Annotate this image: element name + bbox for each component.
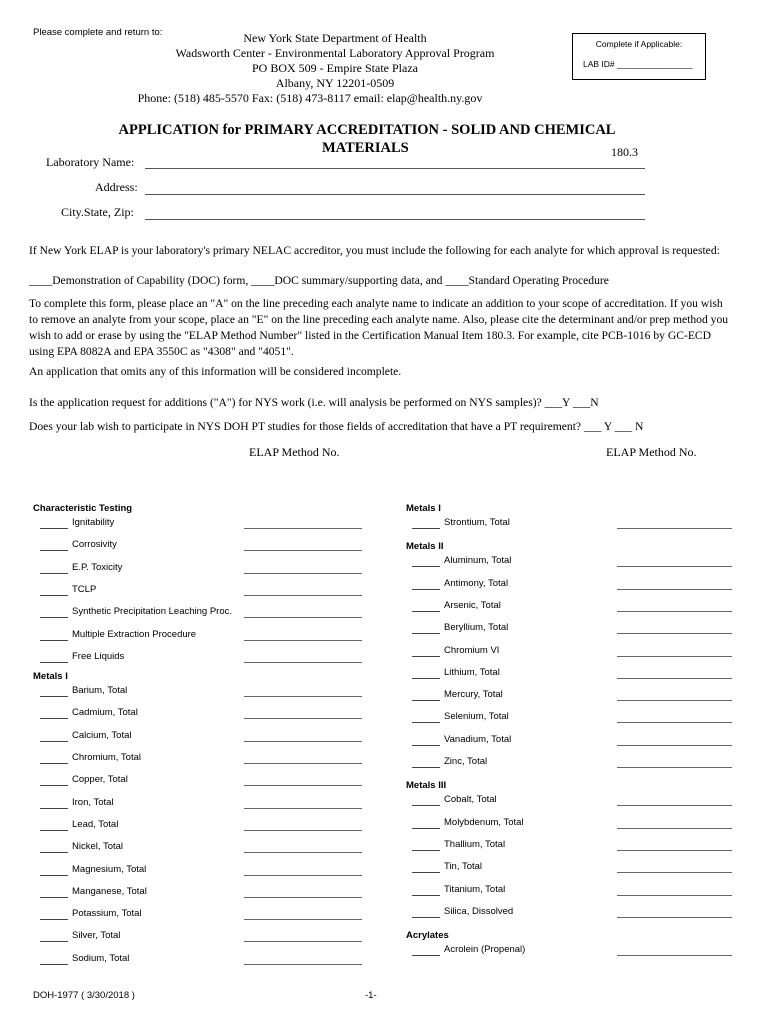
analyte-row: [40, 930, 120, 942]
analyte-label: Vanadium, Total: [444, 733, 512, 745]
analyte-row: [40, 797, 114, 809]
analyte-mark-field[interactable]: [40, 752, 68, 764]
method-number-field[interactable]: [244, 718, 362, 719]
address-input[interactable]: [145, 194, 645, 195]
method-number-field[interactable]: [244, 696, 362, 697]
instructions-p1: If New York ELAP is your laboratory's primary NELAC accreditor, you must include the following for each analyte for which approval is requested:: [29, 244, 720, 257]
method-number-field[interactable]: [617, 895, 732, 896]
lab-id-box: [572, 33, 706, 80]
form-id: DOH-1977 ( 3/30/2018 ): [33, 990, 135, 1001]
analyte-label: Zinc, Total: [444, 756, 488, 767]
analyte-mark-field[interactable]: [40, 819, 68, 831]
method-number-field[interactable]: [244, 741, 362, 742]
section-heading: Metals I: [406, 503, 441, 514]
analyte-label: Free Liquids: [72, 650, 125, 662]
analyte-label: Sodium, Total: [72, 952, 130, 964]
analyte-row: [412, 517, 510, 529]
address-label: Address:: [95, 180, 138, 194]
analyte-label: Titanium, Total: [444, 883, 506, 895]
method-number-field[interactable]: [244, 964, 362, 965]
analyte-row: [40, 629, 196, 641]
analyte-label: Corrosivity: [72, 539, 117, 551]
method-number-field[interactable]: [617, 633, 732, 634]
analyte-mark-field[interactable]: [40, 584, 68, 596]
page-title-line2: MATERIALS: [322, 140, 409, 156]
analyte-row: [412, 839, 505, 851]
analyte-row: [412, 578, 508, 590]
analyte-label: Multiple Extraction Procedure: [72, 628, 197, 640]
analyte-row: [40, 953, 129, 965]
analyte-label: Synthetic Precipitation Leaching Proc.: [72, 606, 233, 618]
analyte-row: [40, 841, 123, 853]
analyte-row: [40, 539, 117, 551]
method-number-field[interactable]: [244, 595, 362, 596]
analyte-row: [412, 884, 505, 896]
org-line-4: Albany, NY 12201-0509: [275, 76, 395, 90]
method-number-field[interactable]: [244, 640, 362, 641]
analyte-row: [412, 906, 513, 918]
analyte-label: Molybdenum, Total: [444, 816, 524, 828]
analyte-row: [40, 517, 114, 529]
org-line-2: Wadsworth Center - Environmental Laboratory Approval Program: [175, 46, 495, 60]
analyte-mark-field[interactable]: [40, 685, 68, 697]
method-number-field[interactable]: [244, 785, 362, 786]
analyte-label: TCLP: [72, 583, 97, 595]
method-number-field[interactable]: [244, 875, 362, 876]
instructions-p3: An application that omits any of this information will be considered incomplete.: [29, 365, 402, 378]
method-number-field[interactable]: [617, 850, 732, 851]
analyte-label: Silica, Dissolved: [444, 905, 514, 917]
analyte-row: [40, 774, 128, 786]
method-number-field[interactable]: [244, 941, 362, 942]
method-number-field[interactable]: [244, 662, 362, 663]
analyte-mark-field[interactable]: [40, 886, 68, 898]
analyte-row: [412, 944, 525, 956]
analyte-mark-field[interactable]: [412, 667, 440, 679]
analyte-row: [412, 689, 503, 701]
analyte-label: Barium, Total: [72, 685, 128, 697]
section-heading: Metals I: [33, 671, 68, 683]
analyte-row: [40, 886, 147, 898]
method-number-field[interactable]: [244, 763, 362, 764]
analyte-mark-field[interactable]: [412, 839, 440, 851]
page-title-line1: APPLICATION for PRIMARY ACCREDITATION - SOLID AND CHEMICAL: [118, 122, 616, 138]
analyte-mark-field[interactable]: [40, 517, 68, 529]
analyte-row: [40, 606, 232, 618]
analyte-label: Chromium VI: [444, 644, 500, 656]
lab-id-box-title: Complete if Applicable:: [595, 39, 683, 49]
analyte-row: [40, 651, 124, 663]
method-number-field[interactable]: [244, 830, 362, 831]
analyte-mark-field[interactable]: [412, 555, 440, 567]
analyte-row: [40, 752, 141, 764]
section-heading: Metals III: [406, 780, 447, 792]
method-number-field[interactable]: [617, 566, 732, 567]
analyte-row: [40, 584, 96, 596]
analyte-mark-field[interactable]: [412, 794, 440, 806]
analyte-mark-field[interactable]: [412, 861, 440, 873]
analyte-mark-field[interactable]: [412, 906, 440, 918]
analyte-row: [412, 817, 524, 829]
instructions-p1b: ____Demonstration of Capability (DOC) form, ____DOC summary/supporting data, and ____Standard Operating Procedure: [29, 274, 609, 287]
method-number-field[interactable]: [244, 808, 362, 809]
lab-name-input[interactable]: [145, 168, 645, 169]
method-number-field[interactable]: [617, 828, 732, 829]
section-heading: Metals II: [406, 541, 444, 553]
analyte-label: Silver, Total: [72, 930, 121, 942]
analyte-mark-field[interactable]: [40, 629, 68, 641]
analyte-row: [412, 734, 511, 746]
method-number-field[interactable]: [244, 573, 362, 574]
analyte-mark-field[interactable]: [40, 774, 68, 786]
section-heading: Acrylates: [406, 930, 449, 942]
method-number-field[interactable]: [617, 722, 732, 723]
instructions-p2: To complete this form, please place an "A" on the line preceding each analyte name to indicate an addition to your scope of accreditation. If you wish to remove an analyte from your scope, place an "E" on the line preceding each analyte name. Also, please cite the determinant and/or prep method you wish to add or erase by using the "ELAP Method Number" listed in the Certification Manual Item 180.3. For example, cite PCB-1016 by GC-ECD using EPA 8082A and EPA 3550C as "4308" and "4051".: [29, 297, 729, 358]
analyte-mark-field[interactable]: [40, 864, 68, 876]
analyte-label: Strontium, Total: [444, 517, 510, 528]
analyte-row: [412, 600, 501, 612]
analyte-label: Beryllium, Total: [444, 622, 509, 634]
analyte-label: Manganese, Total: [72, 885, 147, 897]
method-number-field[interactable]: [617, 656, 732, 657]
city-input[interactable]: [145, 219, 645, 220]
analyte-mark-field[interactable]: [40, 953, 68, 965]
method-number-field[interactable]: [617, 745, 732, 746]
method-number-field[interactable]: [244, 919, 362, 920]
analyte-row: [40, 685, 127, 697]
org-line-5: Phone: (518) 485-5570 Fax: (518) 473-8117 email: elap@health.ny.gov: [137, 91, 483, 105]
analyte-mark-field[interactable]: [412, 600, 440, 612]
analyte-mark-field[interactable]: [40, 730, 68, 742]
analyte-mark-field[interactable]: [412, 756, 440, 768]
analyte-row: [40, 707, 138, 719]
method-number-field[interactable]: [617, 678, 732, 679]
analyte-row: [412, 645, 499, 657]
analyte-label: Nickel, Total: [72, 841, 124, 853]
analyte-row: [40, 819, 118, 831]
return-note: Please complete and return to:: [33, 27, 163, 38]
analyte-row: [40, 730, 132, 742]
analyte-mark-field[interactable]: [412, 711, 440, 723]
analyte-label: Lithium, Total: [444, 666, 500, 678]
analyte-row: [412, 667, 500, 679]
analyte-mark-field[interactable]: [40, 539, 68, 551]
method-number-field[interactable]: [244, 617, 362, 618]
analyte-row: [412, 622, 508, 634]
method-col-header-right: ELAP Method No.: [606, 445, 697, 459]
analyte-label: Thallium, Total: [444, 838, 506, 850]
org-line-1: New York State Department of Health: [243, 31, 427, 45]
analyte-mark-field[interactable]: [412, 578, 440, 590]
analyte-mark-field[interactable]: [40, 562, 68, 574]
analyte-mark-field[interactable]: [40, 930, 68, 942]
method-number-field[interactable]: [617, 805, 732, 806]
form-number: 180.3: [611, 145, 638, 159]
lab-id-field[interactable]: LAB ID# ________________: [583, 59, 693, 69]
analyte-mark-field[interactable]: [40, 707, 68, 719]
analyte-mark-field[interactable]: [412, 817, 440, 829]
analyte-label: Calcium, Total: [72, 729, 132, 741]
analyte-label: Mercury, Total: [444, 689, 503, 701]
analyte-row: [412, 756, 487, 768]
analyte-label: Acrolein (Propenal): [444, 944, 526, 956]
analyte-row: [40, 562, 122, 574]
analyte-label: E.P. Toxicity: [72, 561, 123, 573]
analyte-label: Selenium, Total: [444, 711, 509, 723]
section-heading: Characteristic Testing: [33, 503, 133, 514]
analyte-label: Cobalt, Total: [444, 794, 497, 806]
method-number-field[interactable]: [244, 528, 362, 529]
analyte-label: Ignitability: [72, 517, 115, 528]
analyte-label: Antimony, Total: [444, 577, 509, 589]
method-number-field[interactable]: [617, 611, 732, 612]
method-number-field[interactable]: [617, 589, 732, 590]
analyte-mark-field[interactable]: [412, 645, 440, 657]
question-nys-work: Is the application request for additions ("A") for NYS work (i.e. will analysis be performed on NYS samples)? ___Y ___N: [29, 396, 599, 409]
analyte-row: [412, 555, 511, 567]
method-number-field[interactable]: [617, 767, 732, 768]
analyte-row: [40, 908, 142, 920]
analyte-row: [412, 794, 497, 806]
analyte-label: Lead, Total: [72, 818, 119, 830]
analyte-label: Copper, Total: [72, 774, 128, 786]
method-number-field[interactable]: [244, 852, 362, 853]
method-number-field[interactable]: [617, 917, 732, 918]
analyte-mark-field[interactable]: [40, 606, 68, 618]
analyte-label: Potassium, Total: [72, 908, 142, 920]
analyte-mark-field[interactable]: [412, 944, 440, 956]
method-col-header-left: ELAP Method No.: [249, 445, 340, 459]
method-number-field[interactable]: [244, 897, 362, 898]
analyte-mark-field[interactable]: [412, 622, 440, 634]
analyte-row: [40, 864, 146, 876]
method-number-field[interactable]: [617, 955, 732, 956]
analyte-mark-field[interactable]: [40, 841, 68, 853]
analyte-mark-field[interactable]: [412, 734, 440, 746]
analyte-label: Aluminum, Total: [444, 555, 512, 567]
analyte-mark-field[interactable]: [412, 884, 440, 896]
analyte-mark-field[interactable]: [412, 517, 440, 529]
analyte-label: Iron, Total: [72, 796, 114, 808]
analyte-label: Cadmium, Total: [72, 707, 138, 719]
analyte-row: [412, 861, 482, 873]
method-number-field[interactable]: [617, 872, 732, 873]
question-pt-studies: Does your lab wish to participate in NYS DOH PT studies for those fields of accreditation that have a PT requirement? ___ Y ___ N: [29, 420, 644, 433]
org-line-3: PO BOX 509 - Empire State Plaza: [252, 61, 418, 75]
analyte-mark-field[interactable]: [40, 797, 68, 809]
lab-name-label: Laboratory Name:: [46, 155, 135, 169]
method-number-field[interactable]: [617, 528, 732, 529]
analyte-mark-field[interactable]: [40, 651, 68, 663]
analyte-label: Magnesium, Total: [72, 863, 147, 875]
analyte-row: [412, 711, 509, 723]
analyte-mark-field[interactable]: [40, 908, 68, 920]
analyte-label: Chromium, Total: [72, 752, 141, 763]
analyte-label: Arsenic, Total: [444, 599, 501, 611]
page-number: -1-: [365, 990, 377, 1001]
analyte-label: Tin, Total: [444, 861, 483, 873]
analyte-mark-field[interactable]: [412, 689, 440, 701]
method-number-field[interactable]: [617, 700, 732, 701]
city-label: City.State, Zip:: [61, 205, 134, 219]
method-number-field[interactable]: [244, 550, 362, 551]
